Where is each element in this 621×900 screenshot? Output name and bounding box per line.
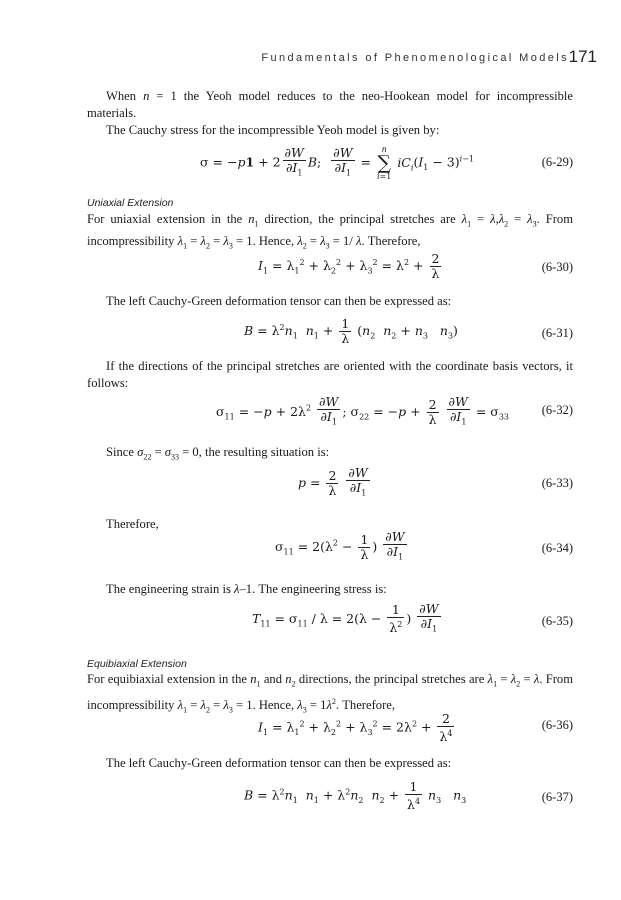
equation-6-37: $B = \lambda^2n_1$ $n_1 + \lambda^2n_2$ $n_2$ + $\frac{1}{\lambda^4}$ $n_3$ $n_3$ [244,779,467,813]
para-yeoh-reduction: When n = 1 the Yeoh model reduces to the neo-Hookean model for incompressible materials. [87,89,574,120]
equation-number: (6-29) [541,155,573,169]
equation-6-34: $\sigma_{11} = 2(\lambda^2$ − $\frac{1}{\lambda}$ ) $\frac{\partial W}{\partial I_1}$ [275,529,405,562]
equation-number: (6-36) [541,718,573,732]
equation-number: (6-33) [541,476,573,490]
equation-6-33: p = $\frac{2}{\lambda}$ $\frac{\partial W}{\partial I_1}$ [298,465,368,498]
equation-6-30: $I_1 = \lambda_1^2 + \lambda_2^2 + \lambda_3^2 = \lambda^2$ + $\frac{2}{\lambda}$ [258,251,440,281]
para-therefore: Therefore, [106,517,159,531]
para-uniaxial-definition: For uniaxial extension in the $n_1$ direction, the principal stretches are $\lambda_1 = \lambda,\lambda_2 = \lambda_3$. From incompressibility $\lambda_1 = \lambda_2 = \lambda_3 = 1$. Hence, $\lambda_2 = \lambda_3 = 1/$ λ. Therefore, [87,212,573,251]
section-heading-equibiaxial: Equibiaxial Extension [87,658,187,670]
page-number: 171 [568,47,597,66]
para-left-cauchy-green-1: The left Cauchy-Green deformation tensor can then be expressed as: [106,294,452,308]
equation-6-32: $\sigma_{11} = -p + 2\lambda^2$ $\frac{\partial W}{\partial I_1}$ ; $\sigma_{22} = -p$ + $\frac{2}{\lambda}$ $\frac{\partial W}{\partial I_1}$ = $\sigma_{33}$ [216,394,510,427]
equation-6-36: $I_1 = \lambda_1^2 + \lambda_2^2 + \lambda_3^2 = 2\lambda^2$ + $\frac{2}{\lambda^4}$ [258,711,453,745]
para-left-cauchy-green-2: The left Cauchy-Green deformation tensor can then be expressed as: [106,756,452,770]
running-header [0,47,621,70]
running-title: Fundamentals of Phenomenological Models [261,52,569,64]
equation-number: (6-37) [541,790,573,804]
para-engineering-strain: The engineering strain is λ–1. The engineering stress is: [106,582,387,596]
equation-number: (6-31) [541,326,573,340]
equation-number: (6-30) [541,260,573,274]
para-cauchy-stress-intro: The Cauchy stress for the incompressible Yeoh model is given by: [106,123,440,137]
equation-6-31: $B = \lambda^2n_1$ $n_1$ + $\frac{1}{\lambda}$ ($n_2$ $n_2 + n_3$ $n_3$) [244,316,458,346]
equation-number: (6-34) [541,541,573,555]
equation-number: (6-32) [541,403,573,417]
para-since-sigma: Since $\sigma_{22} = \sigma_{33} = 0$, the resulting situation is: [106,445,330,462]
equation-6-35: $T_{11} = \sigma_{11} / \lambda = 2(\lambda$ − $\frac{1}{\lambda^2}$ ) $\frac{\partial W}{\partial I_1}$ [252,601,439,636]
equation-6-29: σ = −p1 + 2 $\frac{\partial W}{\partial I_1}$ B; $\frac{\partial W}{\partial I_1}$ = n ∑ i=1 $iC_i(I_1 - 3)^{i-1}$ [200,144,474,181]
para-coordinate-basis: If the directions of the principal stretches are oriented with the coordinate basis vectors, it follows: [87,359,573,390]
section-heading-uniaxial: Uniaxial Extension [87,197,174,209]
para-equibiaxial-definition: For equibiaxial extension in the $n_1$ and $n_2$ directions, the principal stretches are $\lambda_1 = \lambda_2 = \lambda$. From incompressibility $\lambda_1 = \lambda_2 = \lambda_3 = 1$. Hence, $\lambda_3 = 1\lambda^2$. Therefore, [87,672,574,715]
equation-number: (6-35) [541,614,573,628]
